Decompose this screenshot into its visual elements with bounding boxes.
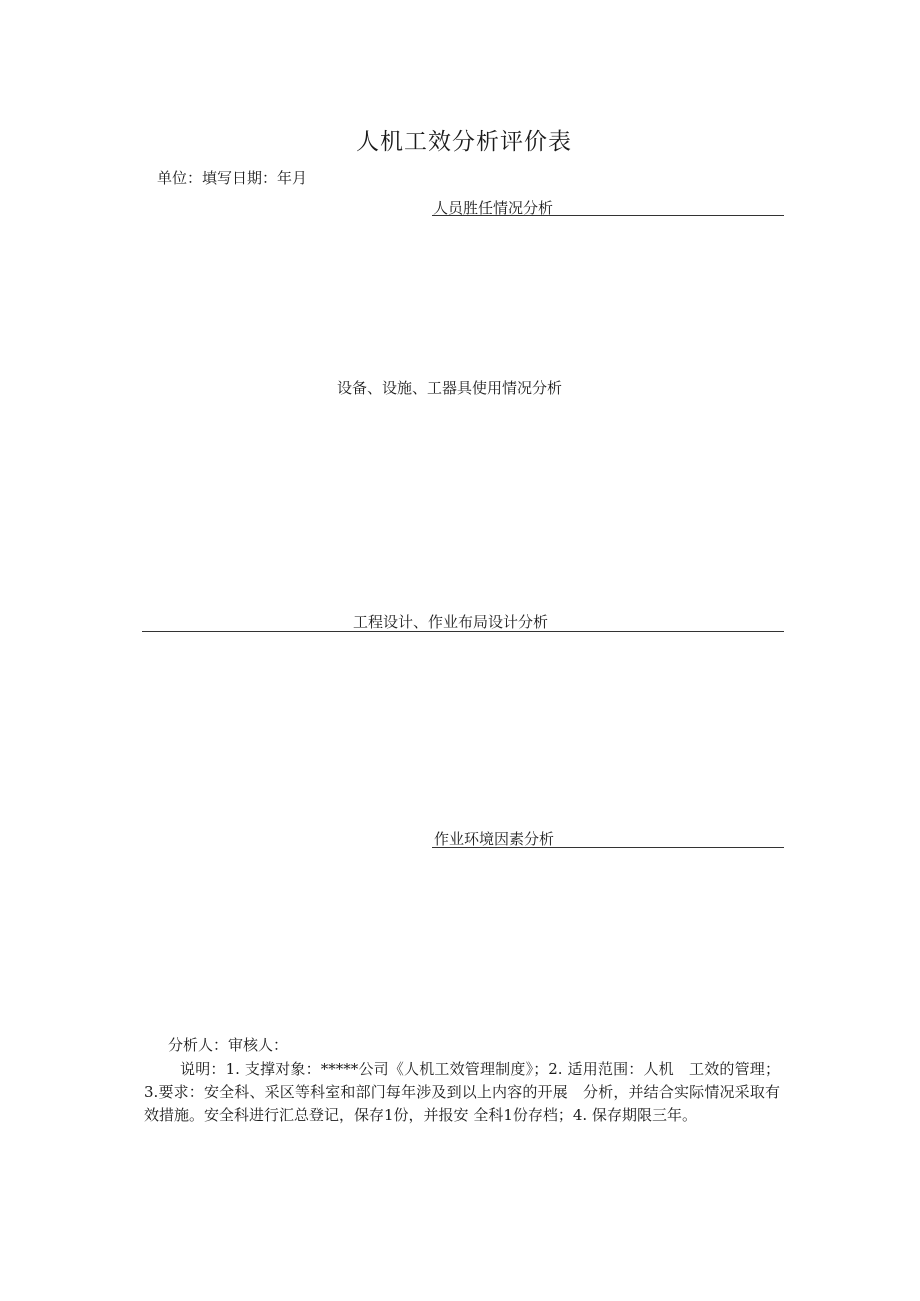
section-rule-personnel [432, 215, 784, 216]
signers-line: 分析人：审核人： [168, 1036, 289, 1054]
section-rule-design [142, 631, 784, 632]
section-label-equipment: 设备、设施、工器具使用情况分析 [337, 379, 563, 397]
unit-date-line: 单位：填写日期：年月 [157, 169, 308, 187]
section-label-personnel: 人员胜任情况分析 [433, 199, 554, 217]
notes-paragraph: 说明：1. 支撑对象：*****公司《人机工效管理制度》；2. 适用范围：人机 工效的管理；3.要求：安全科、采区等科室和部门每年涉及到以上内容的开展 分析，并结合实际情况采取有效措施。安全科进行汇总登记，保存1份，并报安 全科1份存档；4. 保存期限三年。 [144, 1060, 780, 1124]
notes-block [144, 1058, 780, 1127]
section-label-environment: 作业环境因素分析 [434, 830, 555, 848]
document-title: 人机工效分析评价表 [356, 129, 572, 155]
section-rule-environment [432, 847, 784, 848]
section-label-design: 工程设计、作业布局设计分析 [353, 613, 549, 631]
